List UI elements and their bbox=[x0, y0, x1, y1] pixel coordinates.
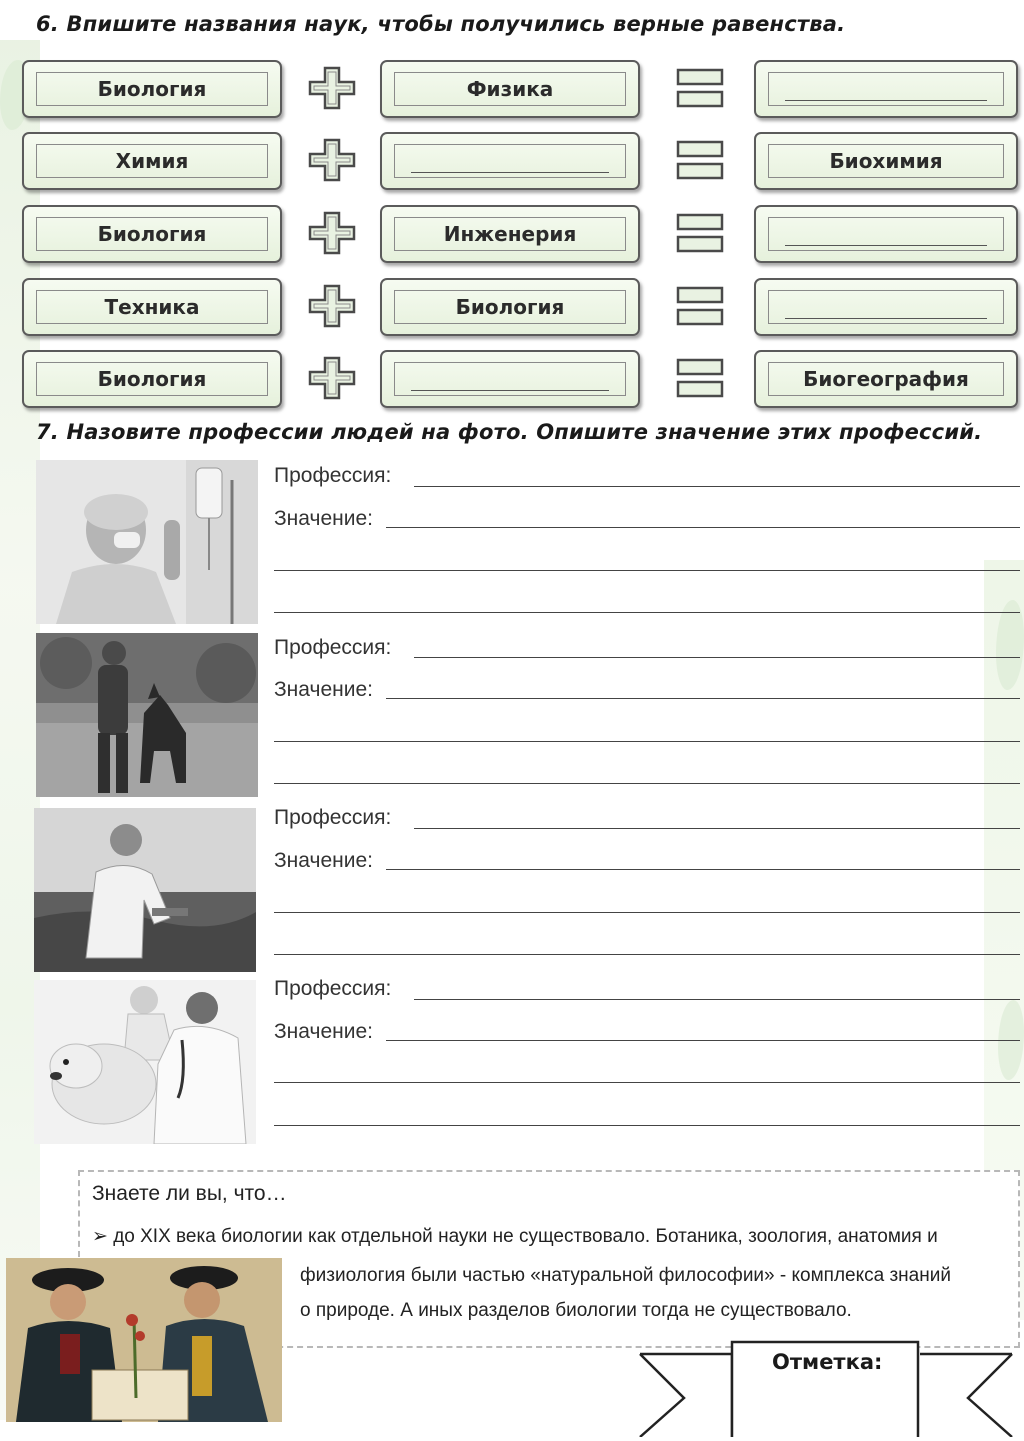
meaning-answer-line[interactable] bbox=[274, 1082, 1020, 1083]
meaning-answer-line[interactable] bbox=[274, 570, 1020, 571]
plus-icon bbox=[306, 136, 358, 184]
scholars-painting bbox=[6, 1258, 282, 1422]
fact-text: до XIX века биологии как отдельной науки не существовало. Ботаника, зоология, анатомия и bbox=[113, 1226, 938, 1247]
answer-box[interactable] bbox=[380, 350, 640, 408]
profession-answer-line[interactable] bbox=[414, 657, 1020, 658]
science-label: Биология bbox=[36, 362, 268, 396]
profession-label: Профессия: bbox=[274, 464, 392, 487]
grade-label: Отметка: bbox=[772, 1350, 883, 1374]
science-label: Биохимия bbox=[768, 144, 1004, 178]
science-box-a bbox=[22, 205, 282, 263]
science-box-b bbox=[380, 278, 640, 336]
agronomist-photo bbox=[34, 808, 256, 972]
result-box bbox=[754, 132, 1018, 190]
meaning-answer-line[interactable] bbox=[386, 869, 1020, 870]
meaning-answer-line[interactable] bbox=[274, 741, 1020, 742]
science-box-a bbox=[22, 278, 282, 336]
answer-box[interactable] bbox=[380, 132, 640, 190]
meaning-answer-line[interactable] bbox=[386, 527, 1020, 528]
science-label: Инженерия bbox=[394, 217, 626, 251]
answer-blank[interactable] bbox=[785, 78, 986, 101]
meaning-answer-line[interactable] bbox=[274, 954, 1020, 955]
equals-icon bbox=[674, 282, 726, 330]
science-box-a bbox=[22, 132, 282, 190]
equals-icon bbox=[674, 64, 726, 112]
equation-row bbox=[22, 350, 1017, 408]
nurse-photo bbox=[36, 460, 258, 624]
profession-answer-line[interactable] bbox=[414, 828, 1020, 829]
equation-row bbox=[22, 278, 1017, 336]
meaning-label: Значение: bbox=[274, 678, 373, 701]
science-label: Биология bbox=[36, 72, 268, 106]
profession-answer-line[interactable] bbox=[414, 999, 1020, 1000]
science-label: Биогеография bbox=[768, 362, 1004, 396]
plus-icon bbox=[306, 282, 358, 330]
task6-heading: 6. Впишите названия наук, чтобы получились верные равенства. bbox=[36, 12, 846, 36]
did-you-know-title: Знаете ли вы, что… bbox=[92, 1182, 287, 1205]
science-box-a bbox=[22, 60, 282, 118]
science-label: Химия bbox=[36, 144, 268, 178]
profession-label: Профессия: bbox=[274, 636, 392, 659]
meaning-answer-line[interactable] bbox=[274, 612, 1020, 613]
meaning-answer-line[interactable] bbox=[274, 912, 1020, 913]
meaning-answer-line[interactable] bbox=[274, 783, 1020, 784]
meaning-label: Значение: bbox=[274, 507, 373, 530]
science-label: Биология bbox=[36, 217, 268, 251]
plus-icon bbox=[306, 64, 358, 112]
veterinarians-photo bbox=[34, 980, 256, 1144]
science-label: Физика bbox=[394, 72, 626, 106]
meaning-answer-line[interactable] bbox=[386, 1040, 1020, 1041]
profession-label: Профессия: bbox=[274, 806, 392, 829]
answer-blank[interactable] bbox=[411, 150, 609, 173]
answer-blank[interactable] bbox=[411, 368, 609, 391]
plus-icon bbox=[306, 209, 358, 257]
profession-label: Профессия: bbox=[274, 977, 392, 1000]
meaning-label: Значение: bbox=[274, 1020, 373, 1043]
science-label: Биология bbox=[394, 290, 626, 324]
meaning-answer-line[interactable] bbox=[386, 698, 1020, 699]
plus-icon bbox=[306, 354, 358, 402]
science-box-b bbox=[380, 60, 640, 118]
result-box bbox=[754, 350, 1018, 408]
equation-row bbox=[22, 132, 1017, 190]
answer-box[interactable] bbox=[754, 60, 1018, 118]
answer-box[interactable] bbox=[754, 205, 1018, 263]
fact-line: о природе. А иных разделов биологии тогда не существовало. bbox=[300, 1300, 852, 1321]
task7-heading: 7. Назовите профессии людей на фото. Опишите значение этих профессий. bbox=[36, 420, 983, 444]
meaning-answer-line[interactable] bbox=[274, 1125, 1020, 1126]
equals-icon bbox=[674, 354, 726, 402]
science-box-b bbox=[380, 205, 640, 263]
profession-answer-line[interactable] bbox=[414, 486, 1020, 487]
meaning-label: Значение: bbox=[274, 849, 373, 872]
equals-icon bbox=[674, 136, 726, 184]
equation-row bbox=[22, 205, 1017, 263]
answer-blank[interactable] bbox=[785, 223, 986, 246]
answer-box[interactable] bbox=[754, 278, 1018, 336]
answer-blank[interactable] bbox=[785, 296, 986, 319]
fact-line: физиология были частью «натуральной философии» - комплекса знаний bbox=[300, 1265, 951, 1286]
science-label: Техника bbox=[36, 290, 268, 324]
fact-line bbox=[92, 1225, 938, 1248]
science-box-a bbox=[22, 350, 282, 408]
equation-row bbox=[22, 60, 1017, 118]
dog-handler-photo bbox=[36, 633, 258, 797]
bullet-arrow-icon: ➢ bbox=[92, 1226, 108, 1247]
equals-icon bbox=[674, 209, 726, 257]
